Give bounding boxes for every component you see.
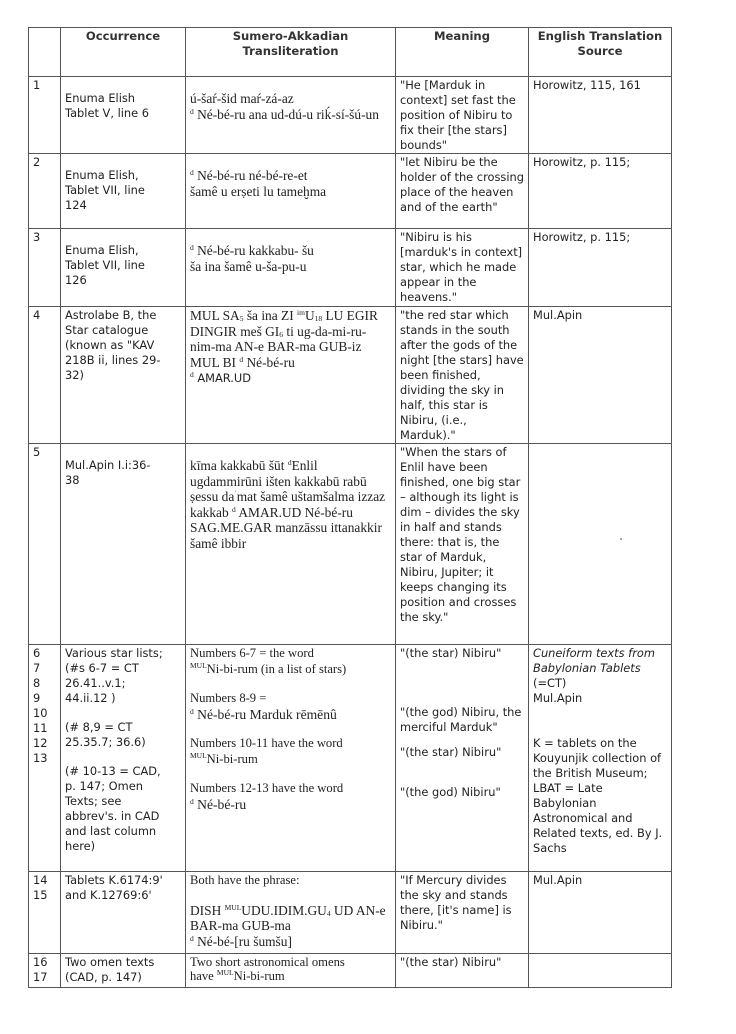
transliteration-line: ša ina šamê u-ša-pu-u (190, 258, 307, 274)
spacer (190, 889, 391, 903)
row-number-value: 10 (33, 706, 48, 720)
occurrence-line: 44.ii.12 ) (65, 691, 116, 705)
transliteration-text: Ni-bi-rum (233, 969, 285, 983)
occurrence-line: 32) (65, 368, 84, 382)
occurrence-line: 38 (65, 473, 80, 487)
transliteration-text: Né-bé-ru (243, 354, 295, 370)
superscript: MUL (190, 750, 207, 760)
transliteration-text (190, 168, 391, 184)
header-row (29, 28, 672, 77)
superscript: im (297, 308, 305, 317)
row-number (29, 154, 61, 229)
meaning-cell: "let Nibiru be the holder of the crossing place of the heaven and of the earth" (396, 154, 529, 229)
transliteration-cell (186, 872, 396, 954)
transliteration-text (190, 797, 391, 813)
transliteration-text: UD AN-e BAR-ma GUB-ma (190, 902, 386, 933)
occurrence-cell (61, 154, 186, 229)
occurrence-line: (# 8,9 = CT (65, 720, 133, 734)
occurrence-line: abbrev's. in CAD (65, 809, 160, 823)
source-cell (529, 954, 672, 988)
spacer (400, 735, 524, 745)
determinative: d (190, 796, 194, 806)
transliteration-text (190, 707, 391, 723)
occurrence-line: Tablet VII, line (65, 258, 145, 272)
transliteration-text: DISH (190, 902, 225, 918)
transliteration-line: Numbers 10-11 have the word (190, 736, 343, 750)
determinative: d (287, 458, 292, 467)
transliteration-text: kīma kakkabū šūt (190, 458, 288, 473)
row-number-value: 17 (33, 970, 48, 984)
table-row (29, 444, 672, 645)
occurrence-line: Texts; see (65, 794, 122, 808)
spacer (190, 677, 391, 691)
transliteration-line: Ni-bi-rum (206, 751, 258, 766)
row-number-value: 5 (33, 445, 41, 459)
row-number-value: 2 (33, 155, 41, 169)
source-cell: Mul.Apin (529, 872, 672, 954)
row-number (29, 307, 61, 444)
transliteration-cell (186, 645, 396, 872)
transliteration-text: UDU.IDIM.GU (241, 902, 327, 918)
transliteration-cell (186, 444, 396, 645)
header-num (29, 28, 61, 77)
transliteration-line: Né-bé-ru ana ud-dú-u riḱ-sí-šú-un (193, 106, 379, 122)
header-occurrence: Occurrence (61, 28, 186, 77)
row-number (29, 645, 61, 872)
transliteration-text: LU EGIR DINGIR meš GI (190, 308, 378, 339)
occurrence-line: here) (65, 839, 96, 853)
row-number-value: 15 (33, 888, 48, 902)
row-number (29, 229, 61, 307)
transliteration-text: MUL SA (190, 308, 240, 323)
source-cell (529, 444, 672, 645)
transliteration-text: ti ug-da-mi-ru-nim-ma AN-e BAR-ma GUB-iz MUL BI (190, 323, 367, 370)
meaning-cell: "He [Marduk in context] set fast the position of Nibiru to fix their [the stars] bounds" (396, 77, 529, 154)
transliteration-text: have (190, 969, 217, 983)
meaning-line: "(the god) Nibiru" (400, 785, 501, 799)
occurrence-cell (61, 77, 186, 154)
occurrence-cell (61, 229, 186, 307)
transliteration-text: U (304, 308, 315, 323)
source-text (533, 646, 667, 691)
transliteration-text: Né-bé-[ru šumšu] (193, 933, 292, 949)
row-number-value: 7 (33, 661, 41, 675)
table-row (29, 872, 672, 954)
occurrence-cell (61, 444, 186, 645)
meaning-line: "(the star) Nibiru" (400, 745, 502, 759)
source-abbrev: (=CT) (533, 676, 567, 690)
meaning-line: "(the star) Nibiru" (400, 646, 502, 660)
subscript: 18 (314, 314, 323, 323)
transliteration-text (190, 752, 391, 768)
aleph-mark: ʾ (234, 489, 237, 498)
meaning-cell: "When the stars of Enlil have been finished, one big star – although its light is dim – divides the sky in half and stands there: that is, the star of Marduk, Nibiru, Jupiter; it keeps changing its position and crosses the sky." (396, 444, 529, 645)
occurrence-line: 218B ii, lines 29- (65, 353, 161, 367)
transliteration-line: Numbers 8-9 = (190, 691, 267, 705)
transliteration-cell (186, 954, 396, 988)
meaning-cell: "(the star) Nibiru" (396, 954, 529, 988)
table-row (29, 154, 672, 229)
transliteration-cell (186, 77, 396, 154)
transliteration-text: AMAR.UD Né-bé-ru SAG.ME.GAR manzāssu ittanakkir šamê ibbir (190, 504, 382, 551)
occurrence-cell (61, 954, 186, 988)
source-cell: Horowitz, p. 115; (529, 229, 672, 307)
determinative: d (190, 106, 194, 116)
meaning-cell: "If Mercury divides the sky and stands there, [it's name] is Nibiru." (396, 872, 529, 954)
table-row (29, 77, 672, 154)
subscript: 4 (326, 908, 331, 918)
occurrence-line: 25.35.7; 36.6) (65, 735, 146, 749)
row-number-value: 9 (33, 691, 41, 705)
determinative: d (190, 706, 194, 716)
meaning-line: "(the god) Nibiru, the merciful Marduk" (400, 705, 522, 734)
meaning-cell: "Nibiru is his [marduk's in context] star, which he made appear in the heavens." (396, 229, 529, 307)
superscript: MUL (190, 660, 207, 670)
occurrence-line: 126 (65, 273, 87, 287)
transliteration-line: Né-bé-ru kakkabu- šu (193, 243, 314, 258)
transliteration-line: Two short astronomical omens (190, 955, 345, 969)
occurrence-line: (known as "KAV (65, 338, 155, 352)
table-row (29, 229, 672, 307)
transliteration-text: AMAR.UD (193, 371, 252, 385)
spacer (533, 706, 667, 736)
transliteration-line: Né-bé-ru né-bé-re-et (193, 168, 308, 183)
determinative: d (190, 168, 194, 177)
transliteration-line: ú-šaŕ-šid maŕ-zá-az (190, 91, 294, 106)
transliteration-line: Né-bé-ru Marduk rēmēnû (193, 706, 337, 722)
determinative: d (190, 933, 194, 943)
occurrence-line: (# 10-13 = CAD, (65, 764, 161, 778)
row-number-value: 14 (33, 873, 48, 887)
row-number-value: 16 (33, 955, 48, 969)
source-italic-title: Cuneiform texts from Babylonian Tablets (533, 646, 655, 675)
determinative: d (190, 370, 194, 379)
subscript: 6 (279, 329, 284, 339)
source-line: Mul.Apin (533, 691, 583, 705)
transliteration-text (190, 662, 391, 678)
spacer (190, 767, 391, 781)
spacer (400, 661, 524, 705)
occurrence-line: (CAD, p. 147) (65, 970, 142, 984)
occurrence-line: and K.12769:6' (65, 888, 152, 902)
occurrence-line: Tablet V, line 6 (65, 106, 149, 120)
scan-speck (620, 538, 622, 540)
subscript: 5 (239, 314, 244, 323)
transliteration-text: ša ina ZI (243, 308, 298, 323)
transliteration-text (190, 243, 391, 259)
superscript: MUL (224, 902, 242, 912)
source-cell (529, 645, 672, 872)
table-row (29, 954, 672, 988)
occurrence-cell (61, 645, 186, 872)
transliteration-line: šamê u erṣeti lu tameḫma (190, 183, 327, 199)
row-number-value: 3 (33, 230, 41, 244)
transliteration-line: Numbers 6-7 = the word (190, 646, 314, 660)
source-cell: Horowitz, 115, 161 (529, 77, 672, 154)
row-number (29, 444, 61, 645)
row-number-value: 8 (33, 676, 41, 690)
occurrence-line: Astrolabe B, the (65, 308, 157, 322)
occurrence-cell (61, 872, 186, 954)
occurrence-line: (#s 6-7 = CT (65, 661, 139, 675)
transliteration-line: Né-bé-ru (193, 796, 247, 812)
row-number-value: 6 (33, 646, 41, 660)
spacer (65, 706, 181, 720)
row-number (29, 954, 61, 988)
determinative: d (190, 243, 194, 252)
transliteration-line: Ni-bi-rum (in a list of stars) (206, 661, 347, 676)
transliteration-cell (186, 154, 396, 229)
header-source: English Translation Source (529, 28, 672, 77)
transliteration-text: Enlil ugdammirūni išten kakkabū rabū ṣessu da (190, 458, 367, 504)
row-number-value: 4 (33, 308, 41, 322)
determinative: d (232, 504, 236, 514)
occurrence-line: Mul.Apin I.i:36- (65, 458, 151, 472)
row-number-value: 11 (33, 721, 48, 735)
table-row (29, 307, 672, 444)
transliteration-text: mat šamê uštamšalma izzaz kakkab (190, 489, 386, 520)
occurrence-line: Two omen texts (65, 955, 155, 969)
source-cell: Horowitz, p. 115; (529, 154, 672, 229)
transliteration-line: Both have the phrase: (190, 873, 300, 887)
header-transliteration: Sumero-Akkadian Transliteration (186, 28, 396, 77)
transliteration-text (190, 107, 379, 122)
occurrence-line: Tablets K.6174:9' (65, 873, 163, 887)
transliteration-cell (186, 307, 396, 444)
nibiru-occurrence-table (28, 27, 672, 988)
occurrence-line: Star catalogue (65, 323, 149, 337)
source-line: K = tablets on the Kouyunjik collection of the British Museum; (533, 736, 662, 780)
row-number (29, 872, 61, 954)
meaning-cell: "the red star which stands in the south after the gods of the night [the stars] have been finished, dividing the sky in half, this star is Nibiru, (i.e., Marduk)." (396, 307, 529, 444)
spacer (400, 760, 524, 785)
row-number (29, 77, 61, 154)
occurrence-line: and last column (65, 824, 157, 838)
occurrence-line: Enuma Elish (65, 91, 136, 105)
spacer (65, 750, 181, 764)
occurrence-line: Enuma Elish, (65, 168, 139, 182)
header-meaning: Meaning (396, 28, 529, 77)
row-number-value: 12 (33, 736, 48, 750)
determinative: d (239, 354, 244, 364)
row-number-value: 13 (33, 751, 48, 765)
transliteration-line: Numbers 12-13 have the word (190, 781, 344, 795)
spacer (190, 722, 391, 736)
occurrence-line: 124 (65, 198, 87, 212)
occurrence-line: Various star lists; (65, 646, 163, 660)
row-number-value: 1 (33, 78, 41, 92)
meaning-cell (396, 645, 529, 872)
occurrence-line: p. 147; Omen (65, 779, 143, 793)
occurrence-line: Tablet VII, line (65, 183, 145, 197)
occurrence-line: Enuma Elish, (65, 243, 139, 257)
superscript: MUL (216, 968, 234, 977)
transliteration-cell (186, 229, 396, 307)
source-cell: Mul.Apin (529, 307, 672, 444)
occurrence-line: 26.41..v.1; (65, 676, 126, 690)
occurrence-cell (61, 307, 186, 444)
table-row (29, 645, 672, 872)
source-line: LBAT = Late Babylonian Astronomical and Related texts, ed. By J. Sachs (533, 781, 663, 855)
